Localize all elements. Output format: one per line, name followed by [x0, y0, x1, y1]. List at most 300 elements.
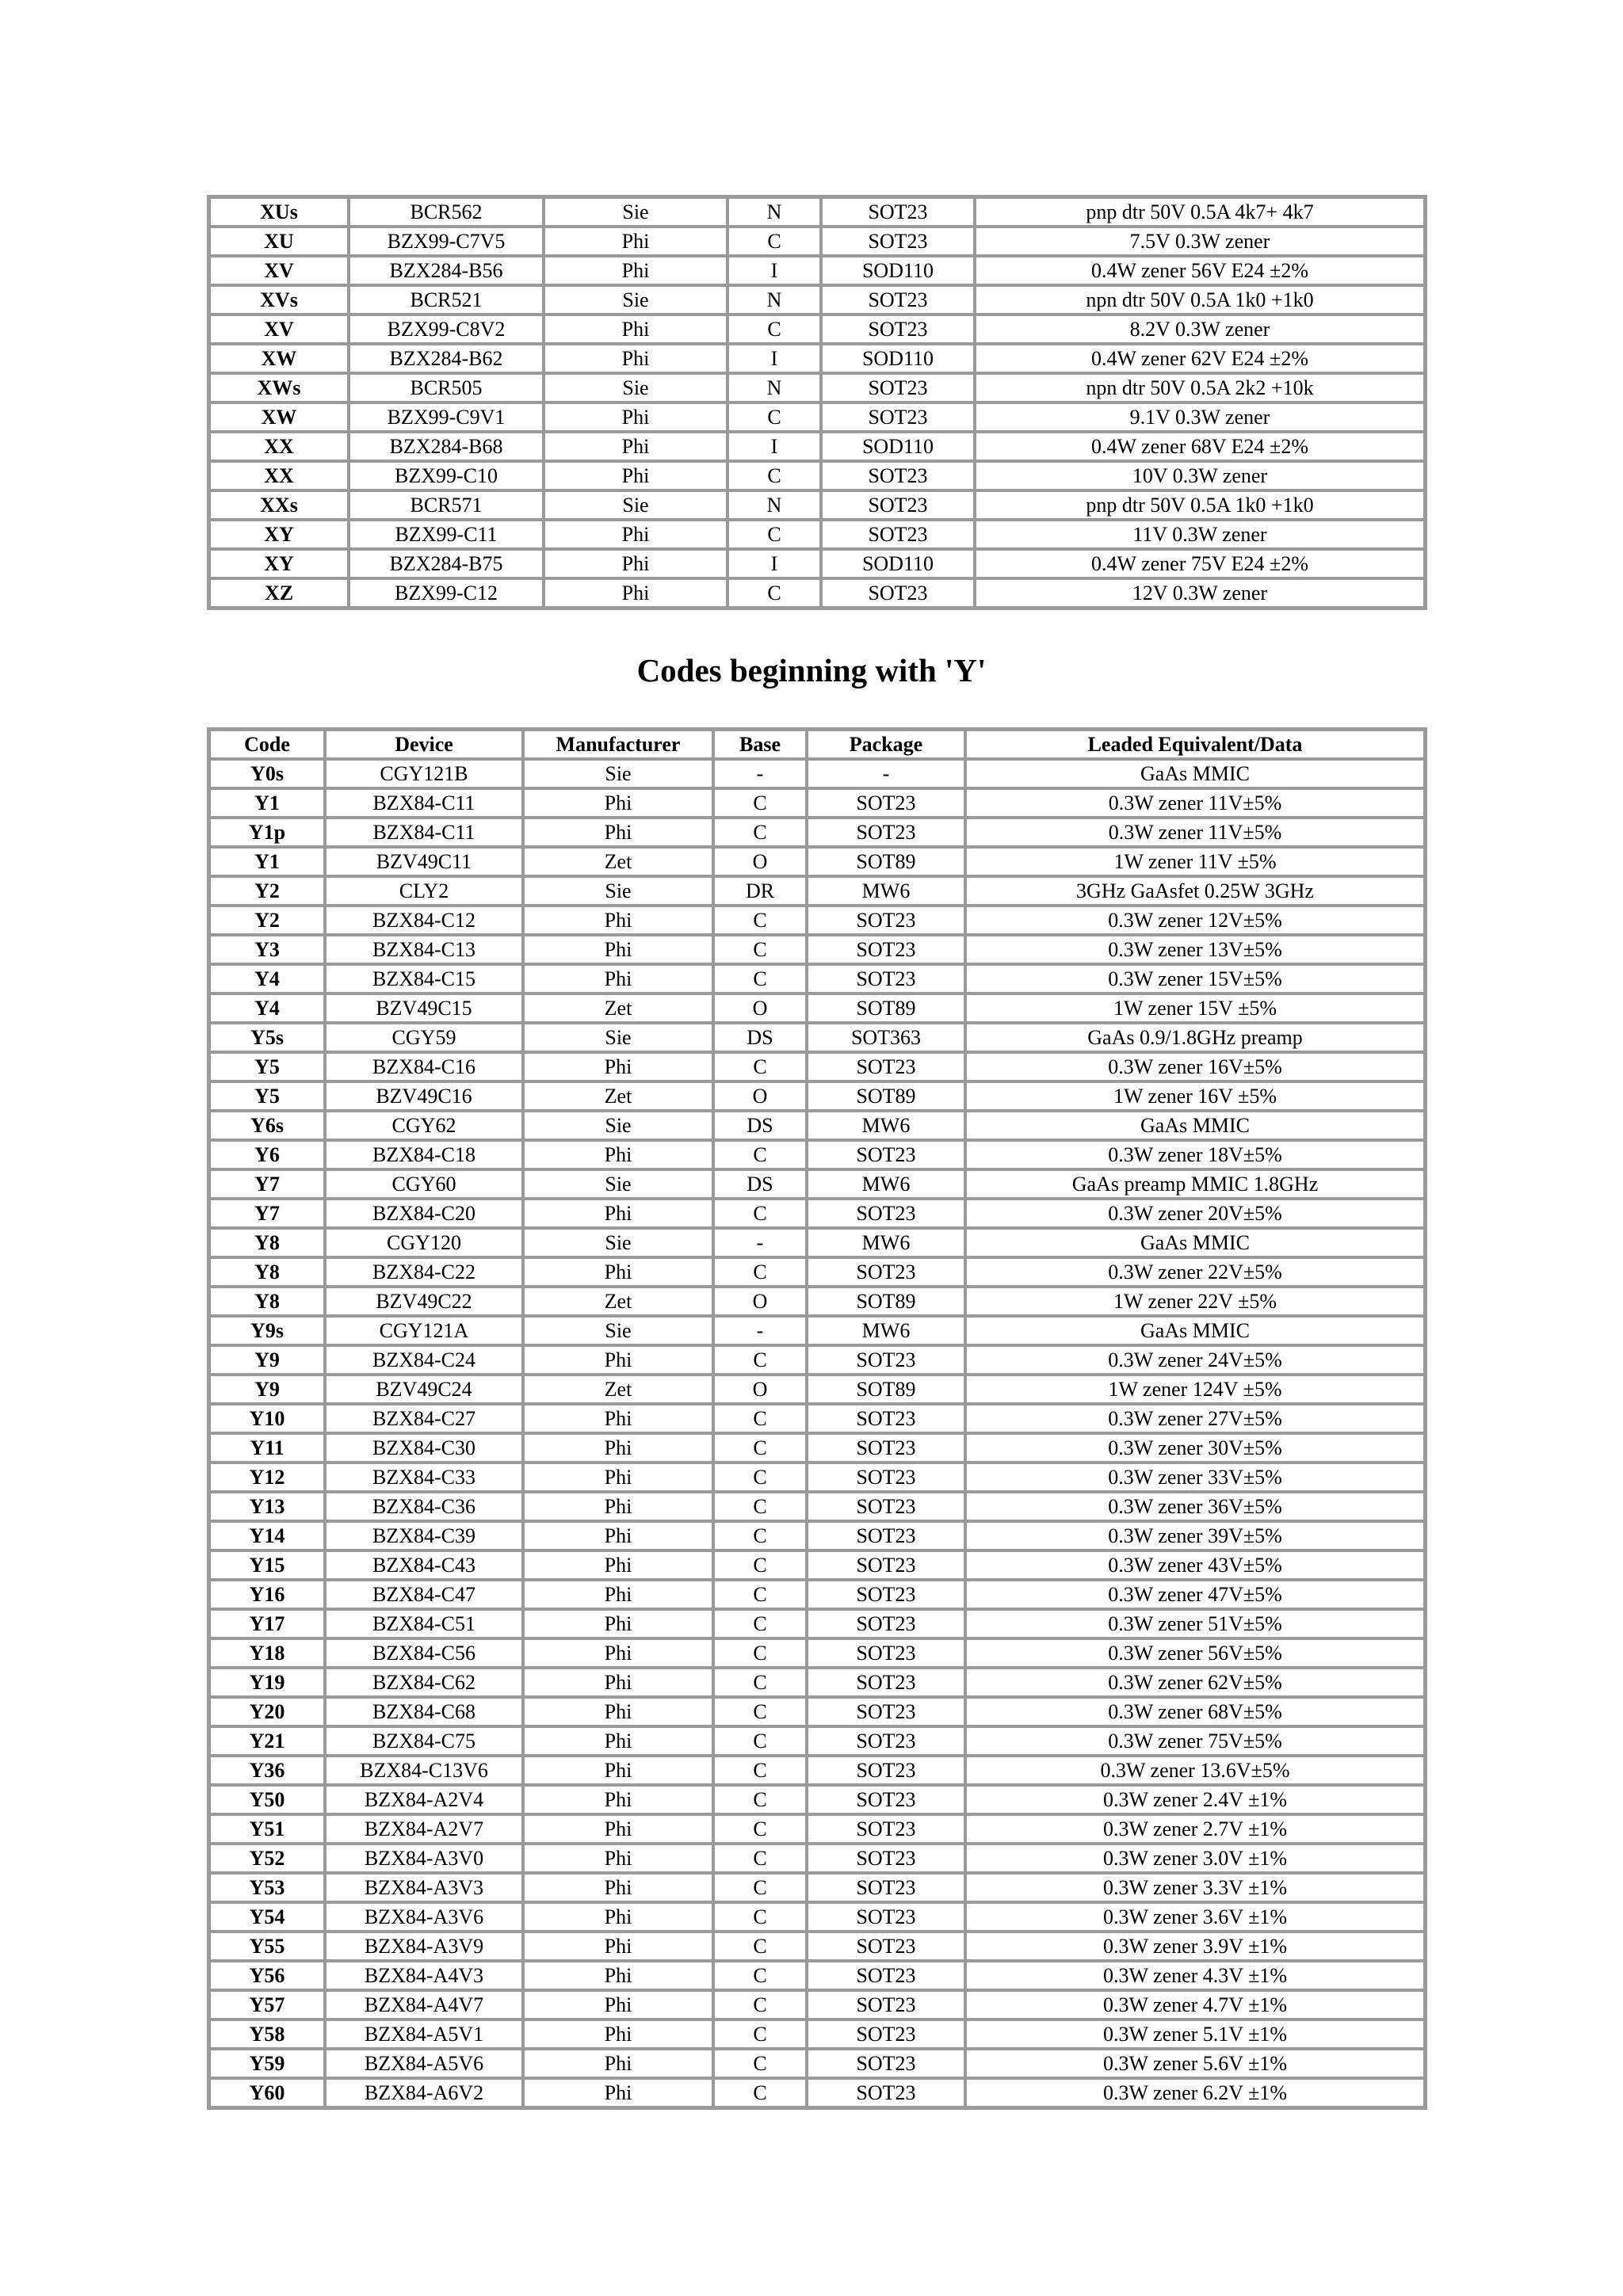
cell-package: SOT23: [807, 2078, 965, 2107]
cell-package: SOT23: [807, 1345, 965, 1375]
cell-manufacturer: Phi: [523, 1961, 713, 1990]
cell-code: Y56: [209, 1961, 325, 1990]
table-row: [209, 1287, 1425, 1316]
cell-manufacturer: Phi: [544, 549, 727, 578]
cell-manufacturer: Phi: [544, 315, 727, 344]
cell-manufacturer: Phi: [523, 964, 713, 994]
cell-base: C: [727, 461, 821, 490]
cell-package: SOD110: [821, 256, 975, 285]
cell-base: C: [713, 1609, 807, 1638]
cell-leaded-equivalent: GaAs MMIC: [965, 1316, 1425, 1345]
cell-leaded-equivalent: 0.3W zener 33V±5%: [965, 1463, 1425, 1492]
cell-base: C: [713, 1697, 807, 1726]
cell-device: BZX84-C43: [325, 1550, 523, 1580]
cell-base: C: [713, 1844, 807, 1873]
table-row: [209, 402, 1425, 432]
cell-manufacturer: Phi: [523, 1990, 713, 2019]
cell-code: Y9: [209, 1375, 325, 1404]
cell-manufacturer: Phi: [523, 1609, 713, 1638]
cell-code: Y2: [209, 906, 325, 935]
cell-device: BZX99-C7V5: [349, 227, 544, 256]
cell-manufacturer: Phi: [544, 256, 727, 285]
cell-package: SOD110: [821, 549, 975, 578]
cell-code: Y6: [209, 1140, 325, 1169]
table-row: [209, 1169, 1425, 1199]
cell-leaded-equivalent: 0.3W zener 16V±5%: [965, 1052, 1425, 1081]
cell-manufacturer: Phi: [523, 2078, 713, 2107]
cell-device: BZX84-C22: [325, 1257, 523, 1287]
table-row: [209, 1785, 1425, 1814]
cell-manufacturer: Phi: [523, 935, 713, 964]
cell-base: C: [713, 1492, 807, 1521]
cell-code: Y8: [209, 1228, 325, 1257]
y-codes-table: [207, 727, 1427, 2110]
cell-base: I: [727, 549, 821, 578]
cell-package: SOT23: [807, 1433, 965, 1463]
table-row: [209, 1814, 1425, 1844]
cell-manufacturer: Phi: [523, 1873, 713, 1902]
table-row: [209, 578, 1425, 608]
cell-leaded-equivalent: 10V 0.3W zener: [975, 461, 1425, 490]
table-row: [209, 2078, 1425, 2107]
table-row: [209, 994, 1425, 1023]
cell-code: Y15: [209, 1550, 325, 1580]
cell-manufacturer: Sie: [544, 197, 727, 227]
cell-manufacturer: Phi: [523, 1697, 713, 1726]
cell-package: SOT23: [807, 1697, 965, 1726]
cell-device: BZX99-C12: [349, 578, 544, 608]
cell-device: BCR505: [349, 373, 544, 402]
cell-device: BZX84-C12: [325, 906, 523, 935]
cell-base: DS: [713, 1169, 807, 1199]
cell-package: SOT23: [807, 818, 965, 847]
table-row: [209, 788, 1425, 818]
cell-device: BZX284-B56: [349, 256, 544, 285]
cell-device: BZX84-A3V0: [325, 1844, 523, 1873]
cell-manufacturer: Sie: [523, 1111, 713, 1140]
cell-device: CLY2: [325, 876, 523, 906]
table-row: [209, 1638, 1425, 1668]
y-codes-table-header: [209, 730, 1425, 759]
table-row: [209, 1668, 1425, 1697]
cell-code: Y4: [209, 964, 325, 994]
cell-device: BZX84-A4V3: [325, 1961, 523, 1990]
cell-package: SOT23: [807, 906, 965, 935]
table-row: [209, 285, 1425, 315]
cell-code: Y8: [209, 1287, 325, 1316]
table-row: [209, 1316, 1425, 1345]
cell-device: BZX84-A3V9: [325, 1932, 523, 1961]
cell-base: DS: [713, 1111, 807, 1140]
column-header-package: Package: [807, 730, 965, 759]
cell-device: BZX84-C16: [325, 1052, 523, 1081]
cell-manufacturer: Phi: [523, 1785, 713, 1814]
cell-leaded-equivalent: 8.2V 0.3W zener: [975, 315, 1425, 344]
cell-device: BZV49C16: [325, 1081, 523, 1111]
cell-manufacturer: Phi: [523, 1844, 713, 1873]
cell-device: BZX84-C36: [325, 1492, 523, 1521]
table-row: [209, 1609, 1425, 1638]
cell-manufacturer: Phi: [544, 344, 727, 373]
cell-package: SOT23: [821, 227, 975, 256]
cell-base: C: [713, 1668, 807, 1697]
cell-package: SOT23: [807, 1961, 965, 1990]
cell-manufacturer: Phi: [544, 402, 727, 432]
table-row: [209, 1023, 1425, 1052]
cell-device: CGY120: [325, 1228, 523, 1257]
cell-leaded-equivalent: 0.3W zener 47V±5%: [965, 1580, 1425, 1609]
cell-manufacturer: Phi: [544, 578, 727, 608]
cell-code: Y59: [209, 2049, 325, 2078]
cell-package: SOT23: [807, 2049, 965, 2078]
table-row: [209, 1550, 1425, 1580]
cell-manufacturer: Phi: [523, 1756, 713, 1785]
cell-package: SOT23: [807, 1199, 965, 1228]
cell-device: BZX99-C9V1: [349, 402, 544, 432]
cell-leaded-equivalent: 0.3W zener 36V±5%: [965, 1492, 1425, 1521]
cell-leaded-equivalent: 0.3W zener 4.3V ±1%: [965, 1961, 1425, 1990]
cell-device: BZX99-C10: [349, 461, 544, 490]
table-row: [209, 1228, 1425, 1257]
cell-package: MW6: [807, 1228, 965, 1257]
table-row: [209, 759, 1425, 788]
cell-code: Y17: [209, 1609, 325, 1638]
cell-manufacturer: Sie: [523, 1023, 713, 1052]
cell-code: Y50: [209, 1785, 325, 1814]
table-row: [209, 373, 1425, 402]
cell-leaded-equivalent: 0.3W zener 2.7V ±1%: [965, 1814, 1425, 1844]
cell-device: CGY60: [325, 1169, 523, 1199]
x-codes-table: [207, 195, 1427, 610]
cell-device: BZX284-B62: [349, 344, 544, 373]
cell-code: Y16: [209, 1580, 325, 1609]
table-row: [209, 1111, 1425, 1140]
table-row: [209, 256, 1425, 285]
cell-base: C: [713, 2078, 807, 2107]
cell-base: N: [727, 373, 821, 402]
cell-manufacturer: Sie: [544, 285, 727, 315]
cell-manufacturer: Phi: [523, 1638, 713, 1668]
cell-base: C: [713, 1433, 807, 1463]
cell-package: SOT23: [807, 1814, 965, 1844]
cell-code: XW: [209, 344, 349, 373]
cell-package: SOT23: [807, 1932, 965, 1961]
cell-base: N: [727, 197, 821, 227]
cell-code: Y11: [209, 1433, 325, 1463]
cell-base: C: [713, 1580, 807, 1609]
cell-manufacturer: Phi: [523, 1257, 713, 1287]
cell-device: BZX84-C13: [325, 935, 523, 964]
cell-device: BZX84-C39: [325, 1521, 523, 1550]
cell-leaded-equivalent: 0.4W zener 62V E24 ±2%: [975, 344, 1425, 373]
cell-base: C: [713, 1638, 807, 1668]
section-heading: Codes beginning with 'Y': [636, 652, 987, 688]
cell-base: C: [727, 578, 821, 608]
cell-base: C: [713, 1873, 807, 1902]
table-row: [209, 1052, 1425, 1081]
cell-leaded-equivalent: 0.3W zener 3.0V ±1%: [965, 1844, 1425, 1873]
cell-base: C: [713, 2019, 807, 2049]
cell-leaded-equivalent: GaAs preamp MMIC 1.8GHz: [965, 1169, 1425, 1199]
cell-base: C: [713, 1961, 807, 1990]
cell-package: SOT23: [807, 935, 965, 964]
cell-device: BZX84-C62: [325, 1668, 523, 1697]
cell-leaded-equivalent: 0.3W zener 5.6V ±1%: [965, 2049, 1425, 2078]
cell-package: MW6: [807, 1111, 965, 1140]
cell-base: C: [713, 1257, 807, 1287]
cell-base: N: [727, 490, 821, 520]
cell-device: BZX84-A6V2: [325, 2078, 523, 2107]
cell-base: C: [713, 1052, 807, 1081]
column-header-base: Base: [713, 730, 807, 759]
cell-code: Y0s: [209, 759, 325, 788]
cell-package: SOT23: [821, 461, 975, 490]
cell-base: C: [713, 1521, 807, 1550]
cell-manufacturer: Phi: [523, 1521, 713, 1550]
cell-package: SOT23: [807, 1550, 965, 1580]
cell-manufacturer: Phi: [523, 1199, 713, 1228]
cell-code: Y8: [209, 1257, 325, 1287]
cell-code: Y12: [209, 1463, 325, 1492]
column-header-code: Code: [209, 730, 325, 759]
cell-leaded-equivalent: 7.5V 0.3W zener: [975, 227, 1425, 256]
cell-code: Y2: [209, 876, 325, 906]
cell-device: BCR521: [349, 285, 544, 315]
cell-package: SOT89: [807, 1081, 965, 1111]
table-row: [209, 461, 1425, 490]
cell-package: MW6: [807, 876, 965, 906]
cell-manufacturer: Phi: [544, 227, 727, 256]
table-row: [209, 1140, 1425, 1169]
cell-leaded-equivalent: 0.3W zener 13.6V±5%: [965, 1756, 1425, 1785]
cell-device: BZX84-A5V1: [325, 2019, 523, 2049]
cell-manufacturer: Phi: [523, 1404, 713, 1433]
cell-leaded-equivalent: GaAs MMIC: [965, 1111, 1425, 1140]
table-row: [209, 2019, 1425, 2049]
cell-package: SOT89: [807, 994, 965, 1023]
cell-base: C: [713, 964, 807, 994]
cell-base: I: [727, 432, 821, 461]
cell-package: SOT23: [807, 1756, 965, 1785]
cell-code: Y9s: [209, 1316, 325, 1345]
cell-package: SOT23: [807, 1463, 965, 1492]
cell-leaded-equivalent: 0.3W zener 27V±5%: [965, 1404, 1425, 1433]
cell-device: BZX84-C11: [325, 788, 523, 818]
cell-base: -: [713, 759, 807, 788]
cell-manufacturer: Phi: [523, 788, 713, 818]
cell-device: CGY62: [325, 1111, 523, 1140]
cell-package: SOT23: [807, 1404, 965, 1433]
cell-device: BZX84-A2V7: [325, 1814, 523, 1844]
cell-device: BZX99-C8V2: [349, 315, 544, 344]
cell-code: Y7: [209, 1199, 325, 1228]
table-row: [209, 1375, 1425, 1404]
cell-manufacturer: Zet: [523, 994, 713, 1023]
cell-leaded-equivalent: npn dtr 50V 0.5A 2k2 +10k: [975, 373, 1425, 402]
cell-code: Y1p: [209, 818, 325, 847]
cell-leaded-equivalent: 0.3W zener 62V±5%: [965, 1668, 1425, 1697]
cell-base: C: [713, 818, 807, 847]
cell-base: -: [713, 1316, 807, 1345]
cell-device: BZX84-A4V7: [325, 1990, 523, 2019]
cell-leaded-equivalent: 0.3W zener 20V±5%: [965, 1199, 1425, 1228]
cell-device: BZX84-C51: [325, 1609, 523, 1638]
cell-base: I: [727, 256, 821, 285]
cell-package: SOT23: [821, 285, 975, 315]
cell-leaded-equivalent: 0.3W zener 11V±5%: [965, 788, 1425, 818]
cell-package: SOT23: [807, 1902, 965, 1932]
table-row: [209, 2049, 1425, 2078]
cell-leaded-equivalent: GaAs MMIC: [965, 759, 1425, 788]
cell-leaded-equivalent: 0.3W zener 4.7V ±1%: [965, 1990, 1425, 2019]
cell-code: Y19: [209, 1668, 325, 1697]
cell-package: SOT89: [807, 847, 965, 876]
cell-base: C: [713, 1199, 807, 1228]
cell-package: MW6: [807, 1169, 965, 1199]
cell-device: CGY59: [325, 1023, 523, 1052]
cell-device: BZX84-A2V4: [325, 1785, 523, 1814]
cell-device: BZX84-C75: [325, 1726, 523, 1756]
cell-manufacturer: Phi: [544, 461, 727, 490]
cell-code: Y5: [209, 1052, 325, 1081]
table-row: [209, 1961, 1425, 1990]
cell-base: O: [713, 1375, 807, 1404]
cell-leaded-equivalent: 0.4W zener 56V E24 ±2%: [975, 256, 1425, 285]
table-row: [209, 1873, 1425, 1902]
cell-package: SOT23: [807, 1844, 965, 1873]
cell-leaded-equivalent: 1W zener 11V ±5%: [965, 847, 1425, 876]
cell-manufacturer: Zet: [523, 1081, 713, 1111]
table-row: [209, 344, 1425, 373]
cell-package: SOT23: [821, 197, 975, 227]
cell-device: BZX84-C47: [325, 1580, 523, 1609]
cell-manufacturer: Phi: [523, 1668, 713, 1697]
cell-code: Y5: [209, 1081, 325, 1111]
cell-code: Y1: [209, 847, 325, 876]
cell-base: DR: [713, 876, 807, 906]
cell-code: Y14: [209, 1521, 325, 1550]
cell-code: XU: [209, 227, 349, 256]
cell-package: SOT23: [821, 373, 975, 402]
cell-base: C: [727, 227, 821, 256]
cell-code: Y51: [209, 1814, 325, 1844]
cell-base: C: [713, 1814, 807, 1844]
cell-code: Y52: [209, 1844, 325, 1873]
cell-manufacturer: Phi: [523, 1902, 713, 1932]
header-row: [209, 730, 1425, 759]
cell-manufacturer: Phi: [544, 520, 727, 549]
cell-leaded-equivalent: 0.3W zener 15V±5%: [965, 964, 1425, 994]
table-row: [209, 520, 1425, 549]
table-row: [209, 1433, 1425, 1463]
cell-package: SOT89: [807, 1375, 965, 1404]
cell-base: C: [713, 935, 807, 964]
cell-code: Y10: [209, 1404, 325, 1433]
cell-leaded-equivalent: GaAs 0.9/1.8GHz preamp: [965, 1023, 1425, 1052]
table-row: [209, 1521, 1425, 1550]
cell-leaded-equivalent: 0.3W zener 75V±5%: [965, 1726, 1425, 1756]
cell-leaded-equivalent: pnp dtr 50V 0.5A 4k7+ 4k7: [975, 197, 1425, 227]
cell-manufacturer: Phi: [523, 1052, 713, 1081]
cell-base: -: [713, 1228, 807, 1257]
cell-code: XY: [209, 520, 349, 549]
cell-leaded-equivalent: 11V 0.3W zener: [975, 520, 1425, 549]
cell-base: C: [727, 402, 821, 432]
cell-device: CGY121B: [325, 759, 523, 788]
cell-package: SOT23: [821, 578, 975, 608]
cell-base: O: [713, 1081, 807, 1111]
cell-leaded-equivalent: 12V 0.3W zener: [975, 578, 1425, 608]
cell-manufacturer: Phi: [523, 818, 713, 847]
cell-base: O: [713, 847, 807, 876]
cell-code: Y4: [209, 994, 325, 1023]
cell-manufacturer: Phi: [523, 906, 713, 935]
table-row: [209, 818, 1425, 847]
cell-leaded-equivalent: 1W zener 22V ±5%: [965, 1287, 1425, 1316]
cell-leaded-equivalent: 0.3W zener 6.2V ±1%: [965, 2078, 1425, 2107]
cell-device: BCR562: [349, 197, 544, 227]
cell-code: Y54: [209, 1902, 325, 1932]
cell-manufacturer: Phi: [523, 1814, 713, 1844]
cell-device: BZX84-C30: [325, 1433, 523, 1463]
cell-base: DS: [713, 1023, 807, 1052]
cell-device: BZX84-C15: [325, 964, 523, 994]
table-row: [209, 1404, 1425, 1433]
cell-base: C: [713, 1932, 807, 1961]
cell-device: BZX84-C27: [325, 1404, 523, 1433]
cell-manufacturer: Phi: [523, 2049, 713, 2078]
cell-base: C: [713, 1140, 807, 1169]
cell-package: SOT23: [807, 1257, 965, 1287]
cell-manufacturer: Phi: [523, 1550, 713, 1580]
cell-leaded-equivalent: 0.4W zener 75V E24 ±2%: [975, 549, 1425, 578]
cell-manufacturer: Phi: [523, 1492, 713, 1521]
cell-leaded-equivalent: 0.3W zener 3.9V ±1%: [965, 1932, 1425, 1961]
cell-leaded-equivalent: 0.3W zener 12V±5%: [965, 906, 1425, 935]
cell-code: Y57: [209, 1990, 325, 2019]
table-row: [209, 1345, 1425, 1375]
cell-code: Y3: [209, 935, 325, 964]
cell-code: XUs: [209, 197, 349, 227]
cell-base: C: [713, 1726, 807, 1756]
cell-device: BZX84-C56: [325, 1638, 523, 1668]
cell-base: C: [713, 1902, 807, 1932]
table-row: [209, 935, 1425, 964]
table-row: [209, 1580, 1425, 1609]
cell-package: SOD110: [821, 344, 975, 373]
cell-package: SOT89: [807, 1287, 965, 1316]
cell-code: Y55: [209, 1932, 325, 1961]
cell-leaded-equivalent: 3GHz GaAsfet 0.25W 3GHz: [965, 876, 1425, 906]
cell-manufacturer: Phi: [523, 2019, 713, 2049]
cell-device: BZV49C24: [325, 1375, 523, 1404]
cell-device: BZX84-C24: [325, 1345, 523, 1375]
cell-leaded-equivalent: 0.3W zener 3.6V ±1%: [965, 1902, 1425, 1932]
cell-code: XW: [209, 402, 349, 432]
cell-package: SOT23: [821, 315, 975, 344]
table-row: [209, 227, 1425, 256]
cell-code: Y36: [209, 1756, 325, 1785]
cell-device: BZX84-C18: [325, 1140, 523, 1169]
table-row: [209, 1463, 1425, 1492]
cell-code: XZ: [209, 578, 349, 608]
column-header-device: Device: [325, 730, 523, 759]
table-row: [209, 549, 1425, 578]
cell-manufacturer: Sie: [544, 490, 727, 520]
cell-device: BZX284-B75: [349, 549, 544, 578]
cell-leaded-equivalent: 1W zener 124V ±5%: [965, 1375, 1425, 1404]
cell-code: Y13: [209, 1492, 325, 1521]
